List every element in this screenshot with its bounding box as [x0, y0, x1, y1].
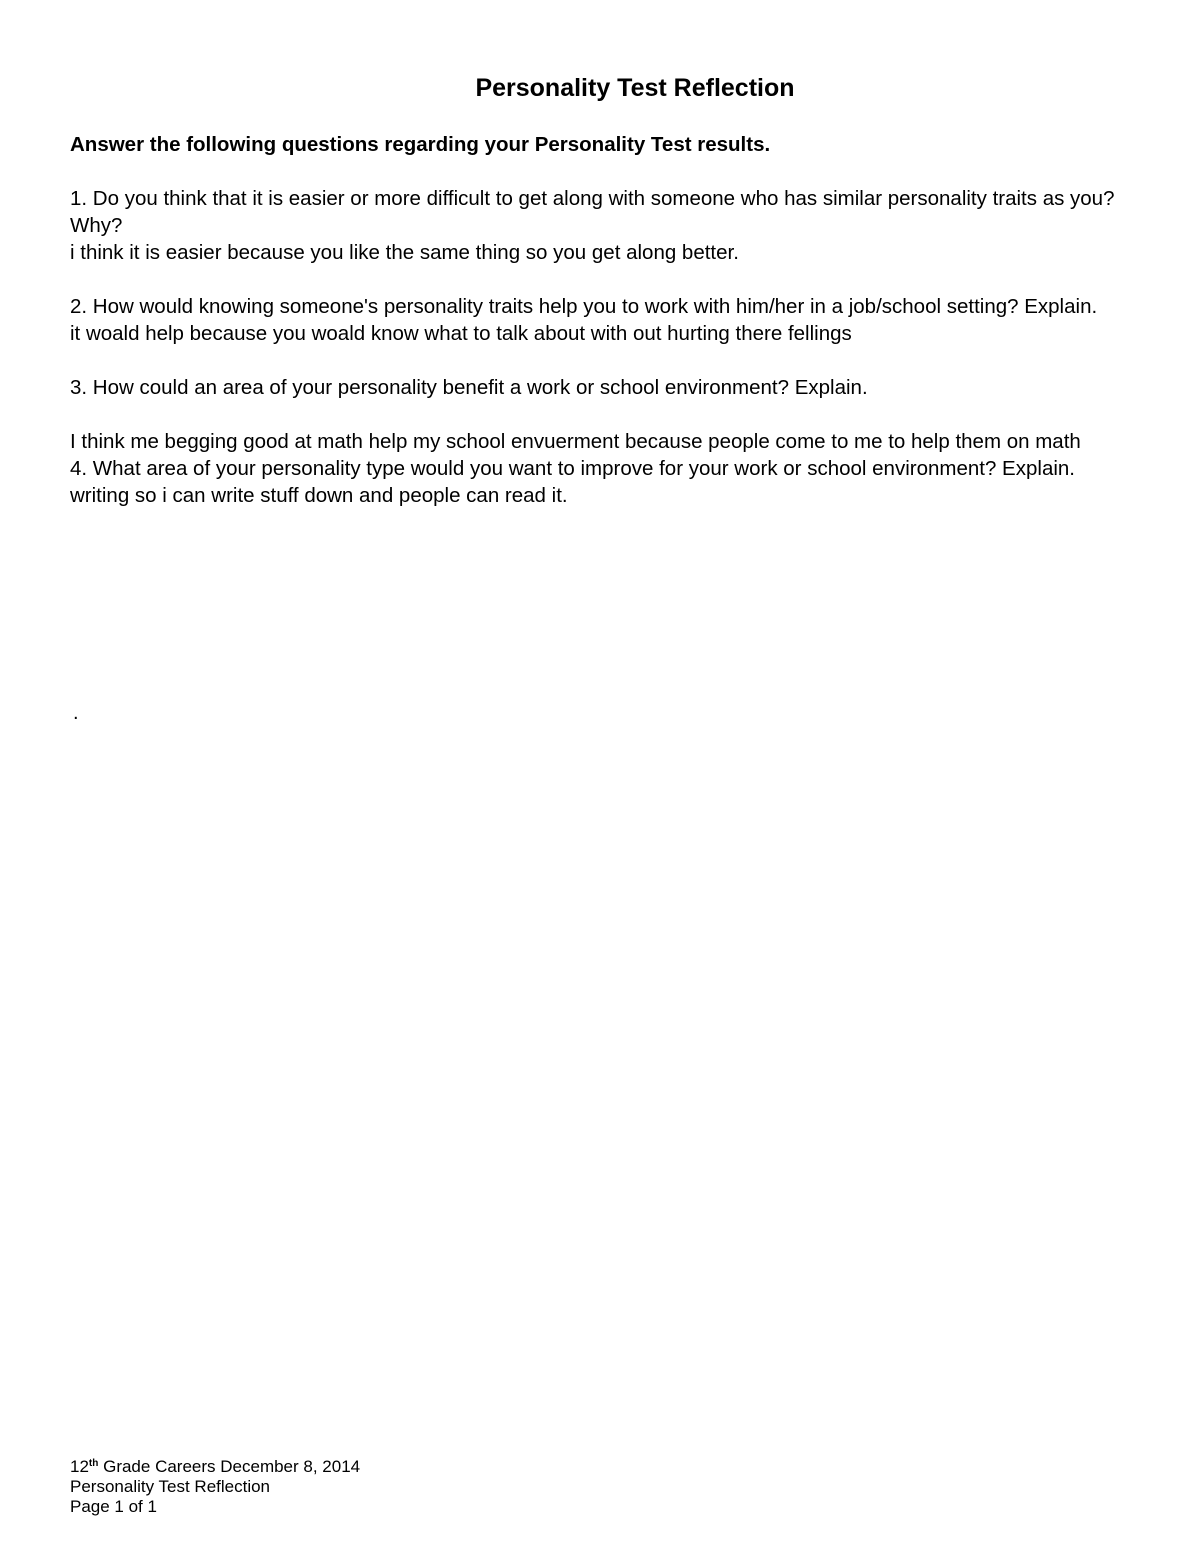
answer-2: it woald help because you woald know what to talk about with out hurting there fellings: [70, 322, 852, 345]
question-1: 1. Do you think that it is easier or more difficult to get along with someone who has similar personality traits as you? Why?: [70, 187, 1115, 237]
document-body: [70, 131, 1140, 509]
document-title: Personality Test Reflection: [475, 74, 795, 102]
page-footer: [70, 1457, 360, 1517]
answer-1: i think it is easier because you like the same thing so you get along better.: [70, 241, 739, 264]
footer-course-line: [70, 1457, 360, 1477]
instructions-text: Answer the following questions regarding your Personality Test results.: [70, 133, 771, 156]
footer-course-date: Grade Careers December 8, 2014: [98, 1457, 361, 1476]
answer-3: I think me begging good at math help my school envuerment because people come to me to help them on math: [70, 430, 1081, 453]
footer-doc-name: Personality Test Reflection: [70, 1477, 271, 1496]
question-4: 4. What area of your personality type would you want to improve for your work or school environment? Explain.: [70, 457, 1075, 480]
spacer: [70, 266, 1140, 293]
answer-4: writing so i can write stuff down and people can read it.: [70, 484, 568, 507]
question-3: 3. How could an area of your personality benefit a work or school environment? Explain.: [70, 376, 868, 399]
spacer: [70, 401, 1140, 428]
footer-grade-number: 12: [70, 1457, 89, 1476]
question-2: 2. How would knowing someone's personality traits help you to work with him/her in a job/school setting? Explain.: [70, 295, 1098, 318]
spacer: [70, 347, 1140, 374]
footer-page-number: Page 1 of 1: [70, 1497, 157, 1516]
stray-period: .: [73, 702, 79, 724]
footer-grade-suffix: th: [88, 1458, 99, 1469]
